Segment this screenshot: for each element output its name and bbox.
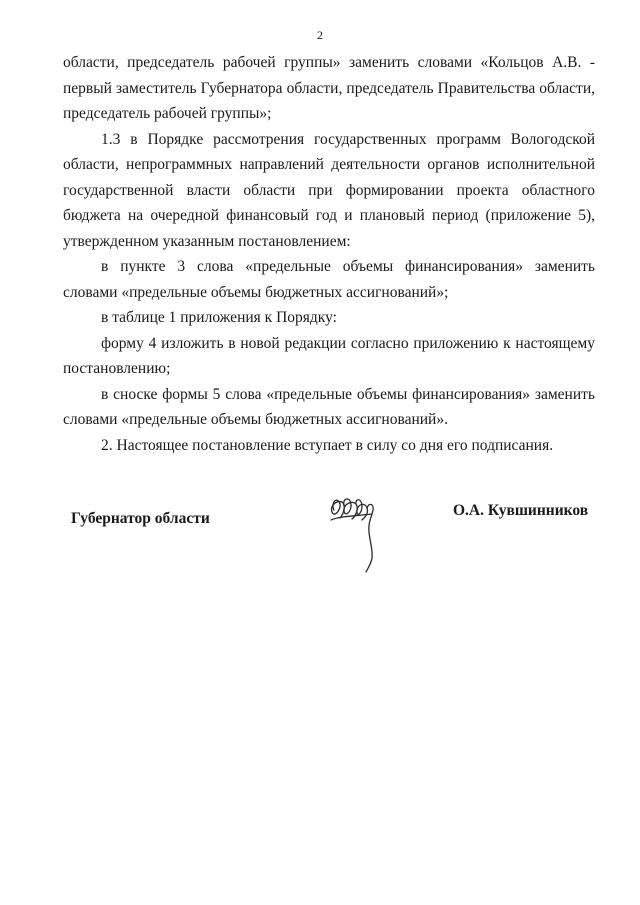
paragraph-1: области, председатель рабочей группы» заменить словами «Кольцов А.В. - первый заместитель Губернатора области, председатель Правительства области, председатель рабочей группы»;	[63, 54, 595, 122]
signatory-title: Губернатор области	[71, 510, 210, 527]
signatory-name: О.А. Кувшинников	[453, 502, 589, 519]
paragraph-4: в таблице 1 приложения к Порядку:	[101, 309, 337, 326]
signature-block	[63, 492, 595, 582]
document-body	[63, 50, 595, 458]
page-number: 2	[317, 28, 323, 42]
paragraph-2: 1.3 в Порядке рассмотрения государственных программ Вологодской области, непрограммных направлений деятельности органов исполнительной государственной власти области при формировании проекта областного бюджета на очередной финансовый год и плановый период (приложение 5), утвержденном указанным постановлением:	[63, 130, 595, 250]
paragraph-6: в сноске формы 5 слова «предельные объемы финансирования» заменить словами «предельные объемы бюджетных ассигнований».	[63, 385, 595, 428]
paragraph-3: в пункте 3 слова «предельные объемы финансирования» заменить словами «предельные объемы бюджетных ассигнований»;	[63, 258, 595, 301]
paragraph-5: форму 4 изложить в новой редакции согласно приложению к настоящему постановлению;	[63, 334, 595, 377]
paragraph-7: 2. Настоящее постановление вступает в силу со дня его подписания.	[101, 436, 554, 454]
handwritten-signature	[326, 492, 386, 574]
